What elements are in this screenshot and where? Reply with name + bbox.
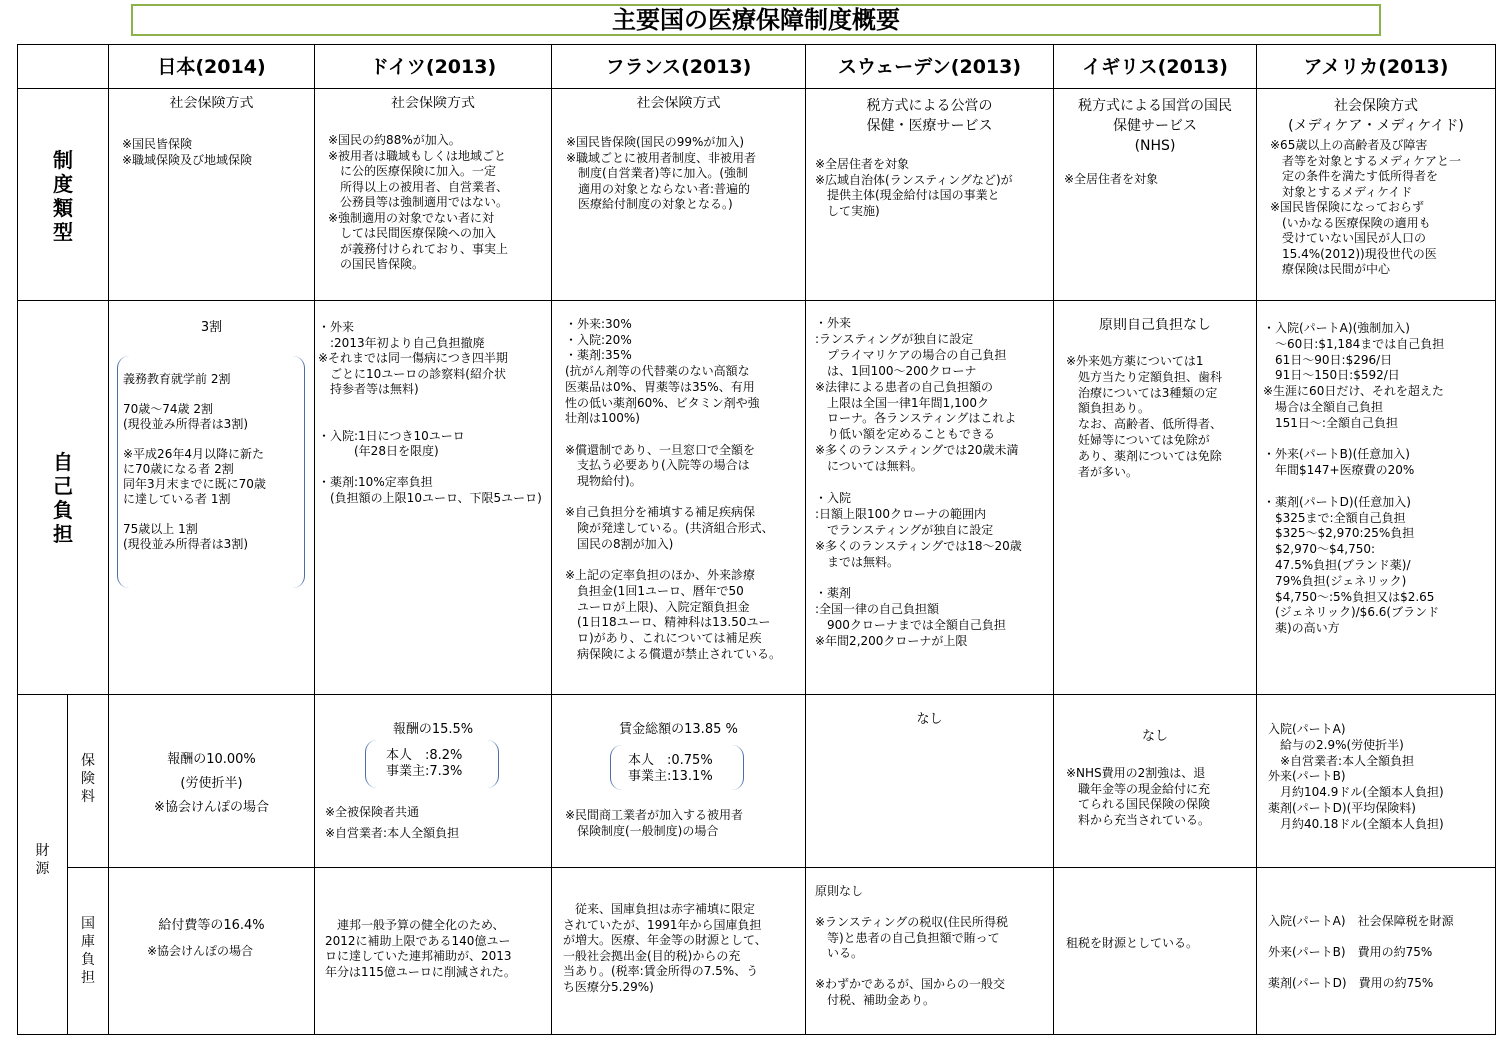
row-label-copay: 自 己 負 担 — [53, 450, 73, 546]
copay-japan-detail: 義務教育就学前 2割 70歳～74歳 2割 (現役並み所得者は3割) ※平成26年4月以降に新た に70歳になる者 2割 同年3月末までに既に70歳 に達している者 1割 75歳以上 1割 (現役並み所得者は3割) — [123, 372, 266, 551]
row-label-insurance: 保 険 料 — [81, 753, 95, 805]
insurance-france-rates: 本人 :0.75% 事業主:13.1% — [628, 753, 713, 784]
col-header-france: フランス(2013) — [605, 56, 752, 78]
col-header-japan: 日本(2014) — [157, 56, 266, 78]
system-japan-body: ※国民皆保険 ※職域保険及び地域保険 — [122, 137, 253, 167]
insurance-germany-rates: 本人 :8.2% 事業主:7.3% — [386, 748, 463, 779]
national-japan-head: 給付費等の16.4% — [158, 918, 265, 933]
copay-france: ・外来:30% ・入院:20% ・薬剤:35% (抗がん剤等の代替薬のない高額な 医薬品は0%、胃薬等は35%、有用 性の低い薬剤60%、ビタミン剤や強 壮剤は100%) ※償還制であり、一旦窓口で全額を 支払う必要あり(入院等の場合は 現物給付)。 ※自己負担分を補填する補足疾病保 険が発達している。(共済組合形式、 国民の8割が加入) ※上記の定率負担のほか、外来診療 負担金(1回1ユーロ、暦年で50 ユーロが上限)、入院定額負担金 (1日18ユーロ、精神科は13.50ユー ロ)があり、これについては補足疾 病保険による償還が禁止されている。 — [565, 317, 782, 661]
insurance-france-head: 賃金総額の13.85 % — [619, 722, 738, 737]
national-germany: 連邦一般予算の健全化のため、 2012に補助上限である140億ユー ロに達していた連邦補助が、2013 年分は115億ユーロに削減された。 — [325, 918, 516, 979]
insurance-us: 入院(パートA) 給与の2.9%(労使折半) ※自営業者:本人全額負担 外来(パートB) 月約104.9ドル(全額本人負担) 薬剤(パートD)(平均保険料) 月約40.18ドル(全額本人負担) — [1268, 722, 1444, 831]
system-france-head: 社会保険方式 — [636, 96, 721, 111]
system-us-head: 社会保険方式 (メディケア・メディケイド) — [1288, 98, 1464, 134]
copay-uk-body: ※外来処方薬については1 処方当たり定額負担、歯科 治療については3種類の定 額負担あり。 なお、高齢者、低所得者、 妊婦等については免除が あり、薬剤については免除 者が多い。 — [1066, 354, 1223, 479]
system-germany-head: 社会保険方式 — [391, 96, 475, 111]
row-label-national: 国 庫 負 担 — [81, 916, 95, 986]
system-sweden-body: ※全居住者を対象 ※広域自治体(ランスティングなど)が 提供主体(現金給付は国の事業と して実施) — [815, 157, 1013, 218]
national-sweden: 原則なし ※ランスティングの税収(住民所得税 等)と患者の自己負担額で賄って いる。 ※わずかであるが、国からの一般交 付税、補助金あり。 — [815, 884, 1008, 1007]
insurance-uk-body: ※NHS費用の2割強は、退 職年金等の現金給付に充 てられる国民保険の保険 料から充当されている。 — [1066, 766, 1211, 827]
insurance-sweden: なし — [916, 712, 943, 727]
row-label-system-type: 制 度 類 型 — [53, 148, 73, 244]
copay-uk-head: 原則自己負担なし — [1099, 318, 1211, 333]
system-france-body: ※国民皆保険(国民の99%が加入) ※職域ごとに被用者制度、非被用者 制度(自営業者)等に加入。(強制 適用の対象とならない者:普遍的 医療給付制度の対象となる。) — [566, 135, 757, 211]
insurance-germany-body: ※全被保険者共通 ※自営業者:本人全額負担 — [325, 805, 460, 840]
system-us-body: ※65歳以上の高齢者及び障害 者等を対象とするメディケアと一 定の条件を満たす低所得者を 対象とするメディケイド ※国民皆保険になっておらず (いかなる医療保険の適用も 受けていない国民が人口の 15.4%(2012))現役世代の医 療保険は民間が中心 — [1270, 138, 1462, 276]
national-france: 従来、国庫負担は赤字補填に限定 されていたが、1991年から国庫負担 が増大。医療、年金等の財源として、 一般社会拠出金(目的税)からの充 当あり。(税率:賃金所得の7.5%、う ち医療分5.29%) — [563, 902, 767, 994]
copay-germany: ・外来 :2013年初より自己負担撤廃 ※それまでは同一傷病につき四半期 ごとに10ユーロの診察料(紹介状 持参者等は無料) ・入院:1日につき10ユーロ (年28日を限度) ・薬剤:10%定率負担 (負担額の上限10ユーロ、下限5ユーロ) — [318, 320, 542, 505]
system-germany-body: ※国民の約88%が加入。 ※被用者は職域もしくは地域ごと に公的医療保険に加入。一定 所得以上の被用者、自営業者、 公務員等は強制適用ではない。 ※強制適用の対象でない者に対 しては民間医療保険への加入 が義務付けられており、事実上 の国民皆保険。 — [328, 133, 509, 271]
system-sweden-head: 税方式による公営の 保健・医療サービス — [866, 98, 993, 134]
copay-japan-top: 3割 — [200, 320, 223, 335]
row-label-funding: 財 源 — [35, 843, 50, 877]
system-japan-head: 社会保険方式 — [169, 96, 254, 111]
insurance-uk-head: なし — [1141, 729, 1168, 744]
insurance-germany-head: 報酬の15.5% — [392, 722, 474, 737]
col-header-us: アメリカ(2013) — [1303, 56, 1449, 78]
national-uk: 租税を財源としている。 — [1066, 936, 1199, 950]
col-header-uk: イギリス(2013) — [1082, 56, 1228, 78]
national-japan-body: ※協会けんぽの場合 — [147, 944, 254, 958]
copay-sweden: ・外来 :ランスティングが独自に設定 プライマリケアの場合の自己負担 は、1回100～200クローナ ※法律による患者の自己負担額の 上限は全国一律1年間1,100ク ローナ。各ランスティングはこれよ り低い額を定めることもできる ※多くのランスティングでは20歳未満 については無料。 ・入院 :日額上限100クローナの範囲内 でランスティングが独自に設定 ※多くのランスティングでは18～20歳 までは無料。 ・薬剤 :全国一律の自己負担額 900クローナまでは全額自己負担 ※年間2,200クローナが上限 — [815, 316, 1022, 649]
insurance-france-body: ※民間商工業者が加入する被用者 保険制度(一般制度)の場合 — [565, 808, 744, 838]
national-us: 入院(パートA) 社会保障税を財源 外来(パートB) 費用の約75% 薬剤(パートD) 費用の約75% — [1268, 914, 1454, 990]
copay-us: ・入院(パートA)(強制加入) ～60日:$1,184までは自己負担 61日～90日:$296/日 91日～150日:$592/日 ※生涯に60日だけ、それを超えた 場合は全額自己負担 151日～:全額自己負担 ・外来(パートB)(任意加入) 年間$147+医療費の20% ・薬剤(パートD)(任意加入) $325まで:全額自己負担 $325～$2,970:25%負担 $2,970～$4,750: 47.5%負担(ブランド薬)/ 79%負担(ジェネリック) $4,750～:5%負担又は$2.65 (ジェネリック)/$6.6(ブランド 薬)の高い方 — [1263, 321, 1445, 636]
insurance-japan: 報酬の10.00% (労使折半) ※協会けんぽの場合 — [154, 752, 269, 815]
system-uk-head: 税方式による国営の国民 保健サービス (NHS) — [1078, 98, 1232, 154]
col-header-germany: ドイツ(2013) — [369, 56, 497, 78]
system-uk-body: ※全居住者を対象 — [1064, 172, 1159, 186]
page-title: 主要国の医療保障制度概要 — [131, 4, 1381, 36]
col-header-sweden: スウェーデン(2013) — [837, 56, 1022, 78]
